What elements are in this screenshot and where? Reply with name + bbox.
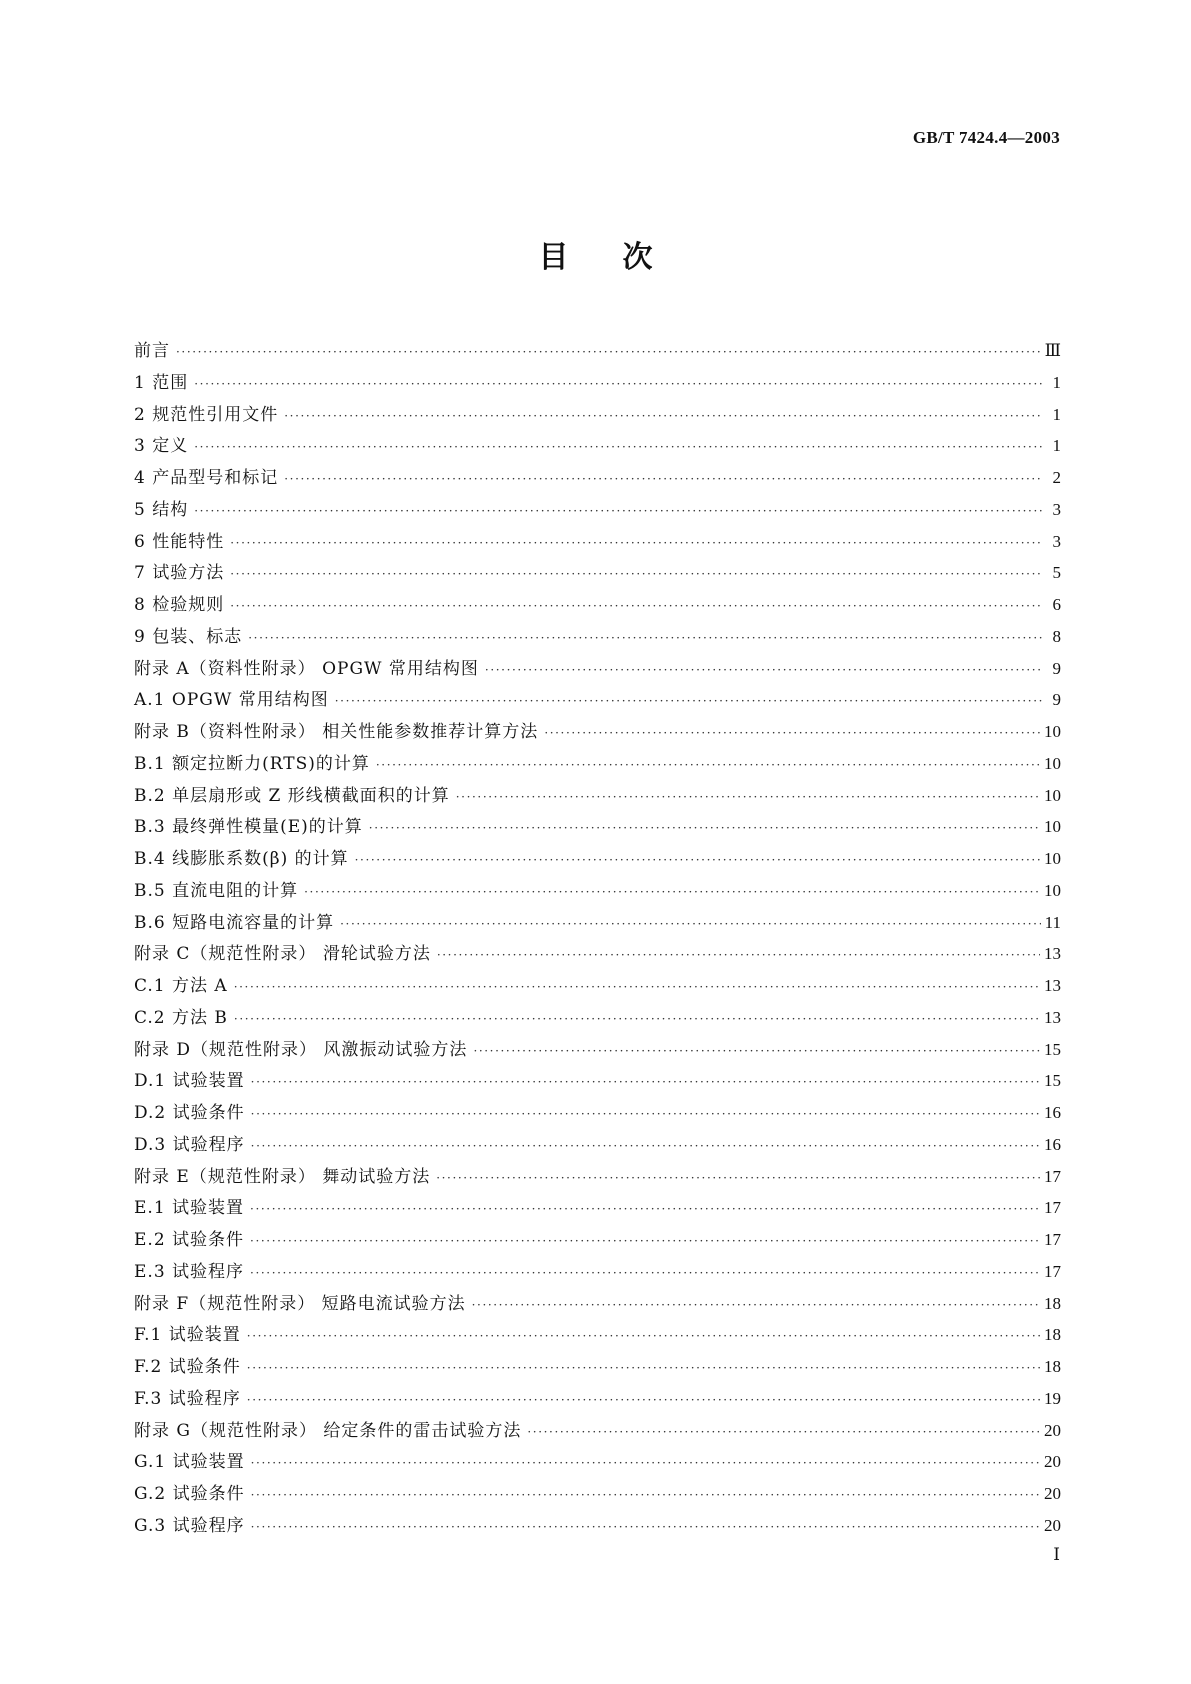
toc-leader-dots (369, 813, 1040, 845)
toc-leader-dots (284, 464, 1043, 496)
toc-entry-page: 1 (1052, 404, 1061, 424)
toc-entry[interactable] (134, 1351, 1061, 1383)
toc-entry[interactable] (134, 1161, 1061, 1193)
toc-entry[interactable] (134, 907, 1061, 939)
toc-entry-label: 附录 A（资料性附录） OPGW 常用结构图 (134, 658, 479, 679)
toc-entry[interactable] (134, 938, 1061, 970)
toc-entry-page: 2 (1052, 468, 1061, 487)
toc-leader-dots (248, 623, 1043, 655)
toc-entry-label: B.3 最终弹性模量(E)的计算 (134, 817, 363, 838)
toc-entry[interactable] (134, 1002, 1061, 1034)
toc-entry-page: 3 (1052, 499, 1061, 519)
toc-entry-label: E.1 试验装置 (134, 1198, 245, 1219)
toc-entry-page: 18 (1044, 1357, 1061, 1376)
toc-entry-page: 20 (1044, 1420, 1061, 1440)
toc-leader-dots (250, 1194, 1040, 1226)
toc-entry-label: 2 规范性引用文件 (134, 404, 279, 425)
toc-entry-label: C.1 方法 A (134, 976, 228, 996)
toc-entry-page: 10 (1044, 849, 1061, 868)
toc-leader-dots (251, 1448, 1040, 1480)
toc-entry[interactable] (134, 748, 1061, 780)
title-char-1: 目 (538, 240, 569, 275)
toc-entry[interactable] (134, 780, 1061, 812)
toc-entry-page: 1 (1052, 436, 1061, 456)
toc-entry-label: 3 定义 (134, 436, 189, 457)
toc-leader-dots (234, 1004, 1040, 1036)
toc-leader-dots (230, 528, 1043, 560)
toc-entry[interactable] (134, 1097, 1061, 1129)
toc-entry-page: 19 (1044, 1388, 1061, 1408)
toc-entry-page: 16 (1044, 1103, 1061, 1122)
toc-leader-dots (284, 401, 1043, 433)
page-number: Ⅰ (1053, 1545, 1060, 1564)
toc-leader-dots (376, 750, 1040, 782)
toc-entry-page: 10 (1044, 817, 1061, 837)
toc-entry-page: 15 (1044, 1039, 1061, 1059)
toc-entry-page: 13 (1044, 1007, 1061, 1027)
toc-entry[interactable] (134, 1415, 1061, 1447)
page-title (0, 232, 1191, 276)
toc-entry-label: G.2 试验条件 (134, 1484, 245, 1504)
toc-entry[interactable] (134, 653, 1061, 685)
standard-code: GB/T 7424.4—2003 (912, 128, 1060, 147)
toc-entry-label: 1 范围 (134, 372, 189, 393)
toc-leader-dots (194, 369, 1043, 401)
toc-entry-page: 10 (1044, 753, 1061, 773)
toc-entry[interactable] (134, 875, 1061, 907)
toc-entry[interactable] (134, 557, 1061, 589)
toc-leader-dots (234, 972, 1040, 1004)
toc-leader-dots (247, 1353, 1040, 1385)
toc-entry-label: B.4 线膨胀系数(β) 的计算 (134, 849, 349, 869)
toc-leader-dots (230, 591, 1043, 623)
toc-entry-label: A.1 OPGW 常用结构图 (134, 690, 329, 711)
toc-entry[interactable] (134, 1478, 1061, 1510)
toc-entry-page: 5 (1052, 563, 1061, 583)
toc-leader-dots (355, 845, 1040, 877)
toc-entry[interactable] (134, 843, 1061, 875)
toc-entry-label: 4 产品型号和标记 (134, 468, 279, 488)
toc-entry-page: 9 (1052, 658, 1061, 678)
toc-entry[interactable] (134, 335, 1061, 367)
toc-leader-dots (251, 1131, 1040, 1163)
toc-entry[interactable] (134, 621, 1061, 653)
toc-entry-page: 17 (1044, 1230, 1061, 1249)
toc-entry-page: 13 (1044, 944, 1061, 964)
toc-leader-dots (485, 655, 1043, 687)
toc-entry[interactable] (134, 1383, 1061, 1415)
toc-entry-label: 附录 E（规范性附录） 舞动试验方法 (134, 1166, 431, 1187)
toc-entry[interactable] (134, 1065, 1061, 1097)
toc-entry-page: 20 (1044, 1452, 1061, 1472)
toc-entry[interactable] (134, 430, 1061, 462)
toc-entry-page: 10 (1044, 785, 1061, 805)
toc-leader-dots (436, 1163, 1040, 1195)
toc-leader-dots (247, 1385, 1040, 1417)
toc-entry[interactable] (134, 589, 1061, 621)
toc-entry[interactable] (134, 1192, 1061, 1224)
toc-entry[interactable] (134, 462, 1061, 494)
toc-entry-label: B.2 单层扇形或 Z 形线横截面积的计算 (134, 785, 450, 806)
toc-entry-page: 20 (1044, 1484, 1061, 1503)
toc-leader-dots (472, 1290, 1040, 1322)
toc-entry[interactable] (134, 716, 1061, 748)
toc-entry-label: D.3 试验程序 (134, 1134, 245, 1155)
toc-entry-label: 附录 B（资料性附录） 相关性能参数推荐计算方法 (134, 722, 539, 742)
toc-entry[interactable] (134, 1034, 1061, 1066)
toc-leader-dots (544, 718, 1040, 750)
toc-entry[interactable] (134, 1319, 1061, 1351)
toc-entry[interactable] (134, 367, 1061, 399)
toc-leader-dots (340, 909, 1041, 941)
toc-entry-page: 17 (1044, 1261, 1061, 1281)
toc-leader-dots (250, 1258, 1040, 1290)
toc-entry-page: 11 (1044, 912, 1061, 932)
toc-entry[interactable] (134, 1510, 1061, 1542)
toc-leader-dots (335, 686, 1043, 718)
toc-entry[interactable] (134, 970, 1061, 1002)
toc-entry[interactable] (134, 526, 1061, 558)
toc-entry-page: 9 (1052, 690, 1061, 710)
toc-entry[interactable] (134, 1224, 1061, 1256)
toc-entry-label: G.1 试验装置 (134, 1452, 245, 1473)
toc-entry-label: 附录 G（规范性附录） 给定条件的雷击试验方法 (134, 1420, 522, 1441)
title-char-2: 次 (622, 240, 653, 275)
toc-leader-dots (473, 1036, 1040, 1068)
toc-entry-label: 8 检验规则 (134, 595, 225, 615)
toc-entry[interactable] (134, 494, 1061, 526)
toc-entry-page: 16 (1044, 1134, 1061, 1154)
toc-entry-label: 附录 C（规范性附录） 滑轮试验方法 (134, 944, 431, 965)
toc-entry[interactable] (134, 684, 1061, 716)
toc-entry[interactable] (134, 1288, 1061, 1320)
toc-leader-dots (247, 1321, 1040, 1353)
toc-leader-dots (250, 1226, 1040, 1258)
toc-entry-page: 10 (1044, 722, 1061, 741)
toc-leader-dots (194, 496, 1043, 528)
toc-entry-label: E.3 试验程序 (134, 1261, 245, 1282)
toc-entry-page: 15 (1044, 1071, 1061, 1091)
toc-entry[interactable] (134, 811, 1061, 843)
toc-entry-label: B.6 短路电流容量的计算 (134, 912, 335, 933)
toc-leader-dots (176, 337, 1041, 369)
toc-entry-page: 3 (1052, 531, 1061, 551)
toc-leader-dots (194, 432, 1043, 464)
toc-entry-label: E.2 试验条件 (134, 1230, 245, 1250)
toc-entry-label: 7 试验方法 (134, 563, 225, 584)
toc-entry-label: 6 性能特性 (134, 531, 225, 552)
toc-entry-page: 6 (1052, 595, 1061, 614)
toc-entry[interactable] (134, 399, 1061, 431)
toc-entry-label: F.3 试验程序 (134, 1388, 241, 1409)
toc-entry[interactable] (134, 1129, 1061, 1161)
toc-entry-label: F.1 试验装置 (134, 1325, 241, 1346)
toc-entry-page: 20 (1044, 1515, 1061, 1535)
toc-entry-page: 1 (1052, 372, 1061, 392)
toc-leader-dots (251, 1512, 1040, 1544)
toc-entry-label: 前言 (134, 341, 170, 361)
toc-entry-label: 附录 F（规范性附录） 短路电流试验方法 (134, 1293, 466, 1314)
toc-entry-label: 附录 D（规范性附录） 风激振动试验方法 (134, 1039, 468, 1060)
toc-entry[interactable] (134, 1256, 1061, 1288)
toc-entry[interactable] (134, 1446, 1061, 1478)
toc-entry-label: D.2 试验条件 (134, 1103, 245, 1123)
toc-entry-label: 5 结构 (134, 499, 189, 520)
toc-entry-page: 18 (1044, 1325, 1061, 1345)
toc-leader-dots (437, 940, 1040, 972)
toc-leader-dots (251, 1480, 1040, 1512)
toc-entry-label: B.1 额定拉断力(RTS)的计算 (134, 753, 370, 774)
toc-entry-page: 8 (1052, 626, 1061, 646)
toc-entry-label: G.3 试验程序 (134, 1515, 245, 1536)
toc-leader-dots (527, 1417, 1040, 1449)
toc-entry-page: 17 (1044, 1166, 1061, 1186)
toc-entry-page: 18 (1044, 1293, 1061, 1313)
toc-entry-label: C.2 方法 B (134, 1007, 228, 1028)
toc-entry-page: Ⅲ (1044, 341, 1061, 360)
toc-leader-dots (304, 877, 1040, 909)
toc-leader-dots (251, 1067, 1040, 1099)
toc-leader-dots (251, 1099, 1040, 1131)
toc-entry-page: 13 (1044, 976, 1061, 995)
toc-leader-dots (230, 559, 1043, 591)
toc-entry-label: F.2 试验条件 (134, 1357, 241, 1377)
toc-entry-page: 10 (1044, 880, 1061, 900)
toc-leader-dots (456, 782, 1040, 814)
toc-entry-label: B.5 直流电阻的计算 (134, 880, 299, 901)
table-of-contents (134, 335, 1061, 1542)
toc-entry-label: D.1 试验装置 (134, 1071, 245, 1092)
toc-entry-label: 9 包装、标志 (134, 626, 243, 647)
toc-entry-page: 17 (1044, 1198, 1061, 1218)
